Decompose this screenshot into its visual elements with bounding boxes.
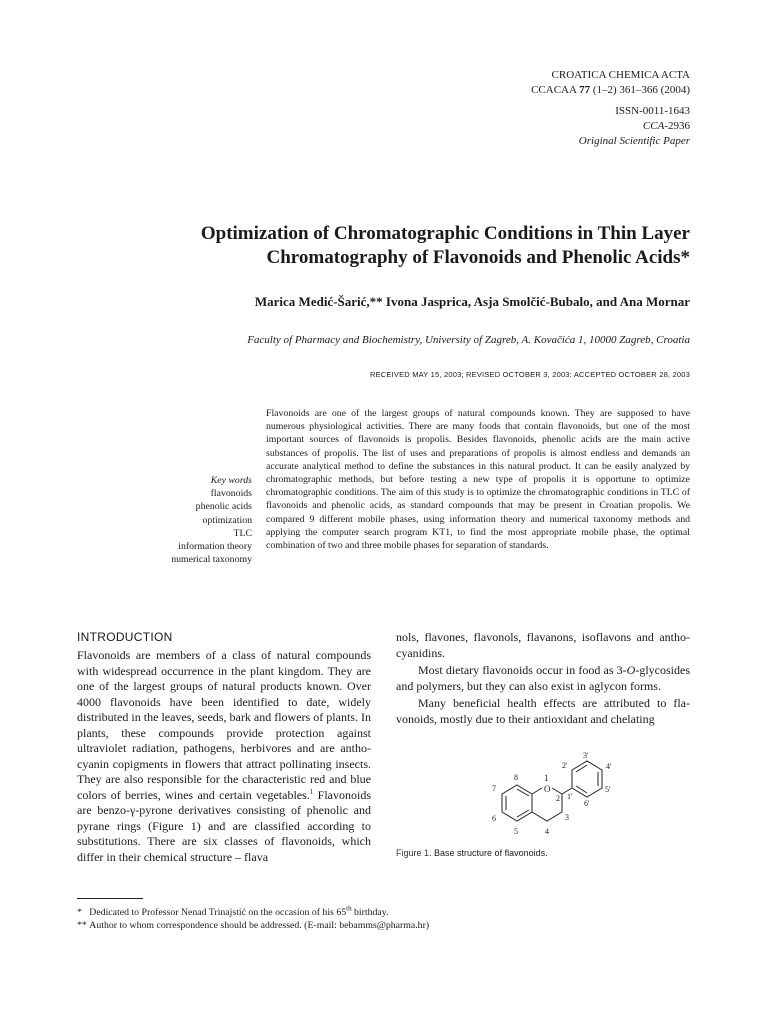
ring-c-bond xyxy=(532,788,542,794)
intro-paragraph xyxy=(77,648,371,865)
left-column xyxy=(77,630,371,865)
keyword: numerical taxonomy xyxy=(171,554,252,566)
double-bond xyxy=(517,789,529,796)
right-column xyxy=(396,630,690,727)
atom-label: 4 xyxy=(545,827,549,836)
figure-caption xyxy=(396,848,548,858)
intro-paragraph: Many beneficial health effects are attributed to flavonoids, mostly due to their antioxidant and chelating xyxy=(396,696,690,726)
atom-label: 6' xyxy=(584,799,590,808)
issue-pages: (1–2) 361–366 (2004) xyxy=(592,84,690,96)
received-dates: RECEIVED MAY 15, 2003; REVISED OCTOBER 3, 2003; ACCEPTED OCTOBER 28, 2003 xyxy=(369,370,690,379)
atom-label: 4' xyxy=(606,762,612,771)
atom-label: 3' xyxy=(583,751,589,760)
keywords-heading: Key words xyxy=(210,475,252,486)
journal-header xyxy=(531,68,690,149)
flavonoid-structure-diagram xyxy=(472,750,642,842)
atom-label: 7 xyxy=(492,784,496,793)
footnotes xyxy=(77,906,429,932)
atom-label: 5 xyxy=(514,827,518,836)
keyword: information theory xyxy=(178,541,252,553)
intro-text-b: Flavonoids are benzo-γ-pyrone derivatives consisting of phenolic and pyrane rings (Figure 1) and are classified according to substitutions. There are six classes of flavonoids, which differ in their chemical structure – flava xyxy=(77,787,372,864)
section-heading-introduction: INTRODUCTION xyxy=(77,630,173,644)
atom-label: 3 xyxy=(565,813,569,822)
volume: 77 xyxy=(579,84,591,96)
cca-prefix: CCA xyxy=(642,120,665,132)
title-line-2: Chromatography of Flavonoids and Phenolic Acids* xyxy=(266,247,690,268)
structure-bonds xyxy=(502,761,602,821)
atom-label: 1 xyxy=(544,773,549,783)
abstract: Flavonoids are one of the largest groups of natural compounds known. They are supposed to have numerous physiological activities. There are many foods that contain flavonoids, but one of the most important sources of flavonoids is propolis. Besides flavonoids, phenolic acids are the main active substances of propolis. The list of uses and preparations of propolis is almost endless and demands an accurate analytical method to define the substances in this natural product. It can be easily analyzed by chromatographic methods, but before testing a new type of propolis it is opportune to optimize chromatographic conditions. The aim of this study is to optimize the chromatographic conditions in TLC of flavonoids and phenolic acids, as standard compounds that may be present in Croatian propolis. We compared 9 different mobile phases, using information theory and numerical taxonomy methods and applying the computer search program KT1, to find the most appropriate mobile phase, the optimal combination of two and three mobile phases for separation of standards. xyxy=(266,408,690,552)
atom-label: 2' xyxy=(562,761,568,770)
atom-label: 5' xyxy=(605,785,611,794)
figure-caption-text: Base structure of flavonoids. xyxy=(431,848,548,858)
atom-label: 8 xyxy=(514,773,518,782)
authors: Marica Medić-Šarić,** Ivona Jasprica, Asja Smolčić-Bubalo, and Ana Mornar xyxy=(254,294,690,309)
italic-o: O xyxy=(626,663,636,677)
journal-citation xyxy=(531,83,690,98)
atom-label: 1' xyxy=(567,792,573,801)
atom-label: 2 xyxy=(556,794,560,803)
journal-name: CROATICA CHEMICA ACTA xyxy=(551,69,690,81)
cca-number: -2936 xyxy=(664,120,690,132)
keyword: optimization xyxy=(202,514,252,526)
paper-type: Original Scientific Paper xyxy=(578,135,690,147)
paper-title xyxy=(160,222,690,270)
coden: CCACAA xyxy=(531,84,577,96)
cca-code xyxy=(531,119,690,134)
intro-text-a: Flavonoids are members of a class of natural compounds with widespread occurrence in the plant kingdom. They are one of the largest groups of natural products known. Over 4000 flavonoids have been identified to date, widely distributed in the leaves, seeds, bark and flowers of plants. In plants, these compounds provide protection against ultraviolet radiation, pathogens, herbivores and are anthocyanin copigments in flowers that attract pollinating insects. They are also responsible for the characteristic red and blue colors of berries, wines and certain vegetables. xyxy=(77,648,371,802)
title-line-1: Optimization of Chromatographic Conditions in Thin Layer xyxy=(200,223,690,244)
oxygen-label: O xyxy=(544,784,551,794)
keyword: flavonoids xyxy=(210,488,252,500)
keyword: phenolic acids xyxy=(195,501,252,513)
figure-label: Figure 1. xyxy=(396,848,432,858)
footnote-2: ** Author to whom correspondence should be addressed. (E-mail: bebamms@pharma.hr) xyxy=(77,920,430,931)
footnote-divider xyxy=(77,898,143,899)
keywords-block xyxy=(140,474,252,566)
issn: ISSN-0011-1643 xyxy=(615,105,690,117)
intro-paragraph: Most dietary flavonoids occur in food as 3-O-glycosides and polymers, but they can also exist in aglycon forms. xyxy=(396,663,690,693)
affiliation: Faculty of Pharmacy and Biochemistry, University of Zagreb, A. Kovačića 1, 10000 Zagreb, Croatia xyxy=(247,334,690,346)
reference-marker: 1 xyxy=(309,787,314,796)
keyword: TLC xyxy=(233,527,252,539)
atom-label: 6 xyxy=(492,814,496,823)
footnote-1: * Dedicated to Professor Nenad Trinajstić on the occasion of his 65th birthday. xyxy=(77,904,389,918)
intro-paragraph-continued: nols, flavones, flavonols, flavanons, isoflavons and anthocyanidins. xyxy=(396,630,690,660)
double-bond xyxy=(517,810,529,817)
